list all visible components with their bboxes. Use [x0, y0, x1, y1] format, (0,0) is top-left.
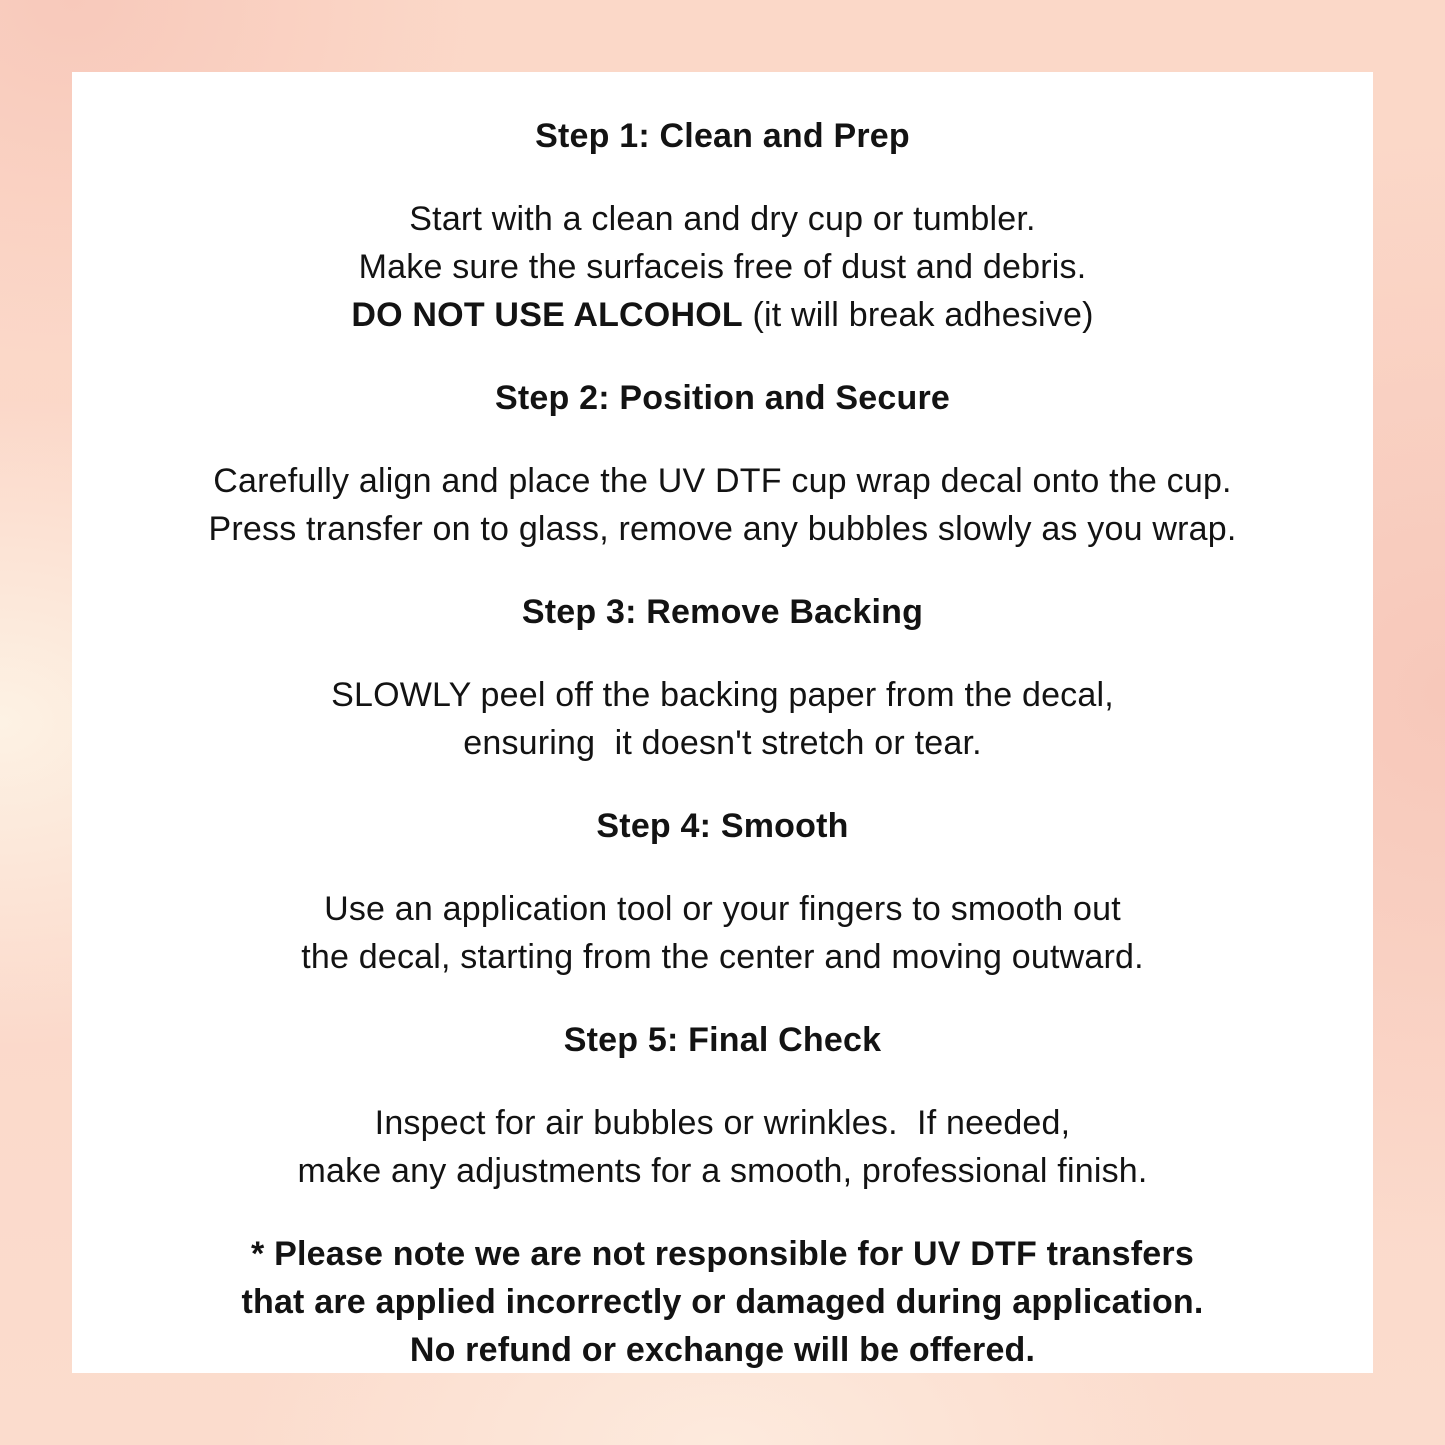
instruction-line: SLOWLY peel off the backing paper from the decal, — [331, 676, 1114, 714]
instruction-line: Inspect for air bubbles or wrinkles. If needed, — [374, 1104, 1071, 1142]
step-5-section — [90, 1016, 1355, 1195]
step-4-heading: Step 4: Smooth — [596, 807, 849, 845]
instruction-line: the decal, starting from the center and moving outward. — [301, 938, 1144, 976]
alcohol-warning-bold: DO NOT USE ALCOHOL — [351, 296, 743, 334]
instruction-line: Start with a clean and dry cup or tumbler. — [409, 200, 1036, 238]
disclaimer-line: that are applied incorrectly or damaged during application. — [241, 1283, 1204, 1321]
step-1-heading: Step 1: Clean and Prep — [535, 117, 910, 155]
instruction-card — [72, 72, 1373, 1373]
step-2-heading: Step 2: Position and Secure — [494, 379, 951, 417]
alcohol-warning-rest: (it will break adhesive) — [742, 296, 1094, 334]
instruction-line: ensuring it doesn't stretch or tear. — [463, 724, 982, 762]
step-5-heading: Step 5: Final Check — [563, 1021, 882, 1059]
disclaimer-line: No refund or exchange will be offered. — [409, 1331, 1036, 1369]
responsibility-disclaimer — [90, 1230, 1355, 1373]
step-3-heading: Step 3: Remove Backing — [521, 593, 924, 631]
disclaimer-line: * Please note we are not responsible for UV DTF transfers — [251, 1235, 1194, 1273]
step-1-body — [90, 195, 1355, 339]
instruction-line: Make sure the surfaceis free of dust and debris. — [358, 248, 1087, 286]
instruction-line: Carefully align and place the UV DTF cup wrap decal onto the cup. — [213, 462, 1232, 500]
step-2-section — [90, 374, 1355, 553]
instruction-line-mixed — [90, 291, 1355, 339]
step-1-section — [90, 112, 1355, 339]
step-3-body — [90, 671, 1355, 767]
instruction-line: Use an application tool or your fingers to smooth out — [324, 890, 1121, 928]
step-4-body — [90, 885, 1355, 981]
step-3-section — [90, 588, 1355, 767]
instruction-line: Press transfer on to glass, remove any bubbles slowly as you wrap. — [208, 510, 1237, 548]
step-5-body — [90, 1099, 1355, 1195]
step-4-section — [90, 802, 1355, 981]
step-2-body — [90, 457, 1355, 553]
instruction-line: make any adjustments for a smooth, professional finish. — [297, 1152, 1148, 1190]
